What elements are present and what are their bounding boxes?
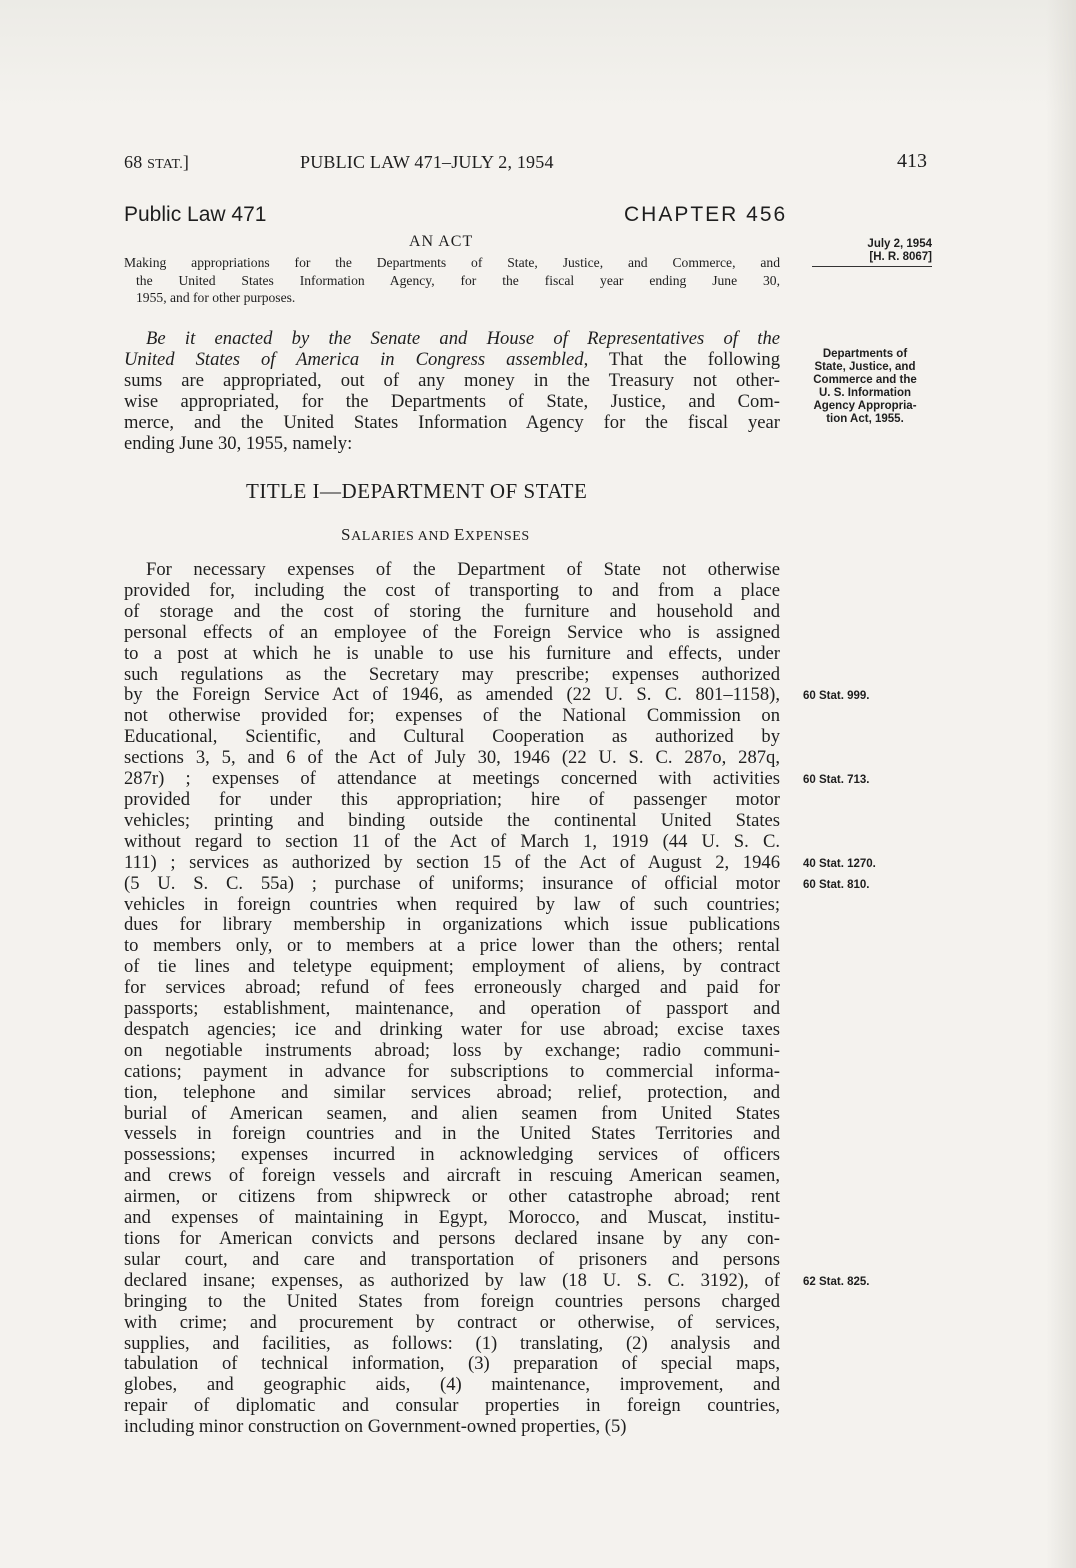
enact-line: ending June 30, 1955, namely: <box>124 432 353 454</box>
act-purpose <box>124 254 780 307</box>
body-line: repair of diplomatic and consular properties in foreign countries, <box>124 1395 780 1417</box>
body-line: and expenses of maintaining in Egypt, Morocco, and Muscat, institu- <box>124 1207 780 1229</box>
enact-line: sums are appropriated, out of any money in the Treasury not other- <box>124 369 780 391</box>
body-line: (5 U. S. C. 55a) ; purchase of uniforms; insurance of official motor <box>124 872 780 894</box>
stat-label: STAT. <box>147 157 183 172</box>
enact-line-italic: United States of America in Congress assembled <box>124 348 584 370</box>
act-side-note <box>803 348 927 426</box>
purpose-line: 1955, and for other purposes. <box>136 290 296 305</box>
body-line: such regulations as the Secretary may prescribe; expenses authorized <box>124 663 780 685</box>
scan-top-shade <box>0 0 1076 110</box>
enact-line: Be it enacted by the Senate and House of Representatives of the <box>146 328 780 349</box>
body-line: to members only, or to members at a price lower than the others; rental <box>124 935 780 957</box>
body-line: tion, telephone and similar services abroad; relief, protection, and <box>124 1081 780 1103</box>
date-note-rule <box>812 266 932 267</box>
section-subheading: SALARIES AND EXPENSES <box>341 525 530 544</box>
body-line: 111) ; services as authorized by section 15 of the Act of August 2, 1946 <box>124 851 780 873</box>
body-line: vehicles in foreign countries when required by law of such countries; <box>124 893 780 915</box>
body-line: for services abroad; refund of fees erroneously charged and paid for <box>124 977 780 999</box>
body-line: tions for American convicts and persons declared insane by any con- <box>124 1228 780 1249</box>
body-line: on negotiable instruments abroad; loss by exchange; radio communi- <box>124 1039 780 1061</box>
enact-line: wise appropriated, for the Departments of State, Justice, and Com- <box>124 390 780 412</box>
margin-citation: 60 Stat. 999. <box>803 690 870 703</box>
body-line: airmen, or citizens from shipwreck or other catastrophe abroad; rent <box>124 1186 780 1208</box>
margin-citation: 60 Stat. 713. <box>803 774 870 786</box>
body-line: For necessary expenses of the Department of State not otherwise <box>146 559 780 580</box>
body-line: sular court, and care and transportation of prisoners and persons <box>124 1248 780 1270</box>
body-line: including minor construction on Government-owned properties, (5) <box>124 1416 627 1438</box>
body-line: cations; payment in advance for subscriptions to commercial informa- <box>124 1060 780 1082</box>
running-head-left <box>124 152 189 173</box>
date-note <box>812 238 938 267</box>
volume-number: 68 <box>124 152 143 172</box>
body-line: passports; establishment, maintenance, and operation of passport and <box>124 998 780 1020</box>
body-line: without regard to section 11 of the Act of March 1, 1919 (44 U. S. C. <box>124 830 780 852</box>
body-line: dues for library membership in organizations which issue publications <box>124 914 780 936</box>
body-line: provided for, including the cost of transporting to and from a place <box>124 579 780 601</box>
body-line: 287r) ; expenses of attendance at meetings concerned with activities <box>124 768 780 790</box>
enacting-clause <box>124 329 780 454</box>
body-line: possessions; expenses incurred in acknowledging services of officers <box>124 1144 780 1166</box>
purpose-line: the United States Information Agency, for the fiscal year ending June 30, <box>136 272 780 288</box>
salaries-expenses-paragraph <box>124 560 780 1438</box>
body-line: to a post at which he is unable to use his furniture and effects, under <box>124 642 780 664</box>
side-note-line: tion Act, 1955. <box>826 413 904 425</box>
margin-citation: 62 Stat. 825. <box>803 1275 870 1288</box>
date-note-date: July 2, 1954 <box>867 238 932 250</box>
body-line: bringing to the United States from foreign countries persons charged <box>124 1290 780 1312</box>
side-note-line: Commerce and the <box>813 374 917 386</box>
body-line: vehicles; printing and binding outside the continental United States <box>124 809 780 831</box>
side-note-line: Departments of <box>822 348 908 360</box>
purpose-line: Making appropriations for the Departments of State, Justice, and Commerce, and <box>124 255 780 270</box>
enact-line: merce, and the United States Information Agency for the fiscal year <box>124 411 780 433</box>
body-line: sections 3, 5, and 6 of the Act of July 30, 1946 (22 U. S. C. 287o, 287q, <box>124 747 780 769</box>
scan-right-shade <box>1046 0 1076 1568</box>
running-head-center: PUBLIC LAW 471–JULY 2, 1954 <box>300 152 554 172</box>
chapter-label: CHAPTER 456 <box>624 203 788 226</box>
body-line: with crime; and procurement by contract or otherwise, of services, <box>124 1311 780 1333</box>
body-line: and crews of foreign vessels and aircraft in rescuing American seamen, <box>124 1165 780 1187</box>
body-line: of tie lines and teletype equipment; employment of aliens, by contract <box>124 956 780 978</box>
body-line: Educational, Scientific, and Cultural Cooperation as authorized by <box>124 726 780 748</box>
body-line: declared insane; expenses, as authorized by law (18 U. S. C. 3192), of <box>124 1269 780 1291</box>
body-line: not otherwise provided for; expenses of the National Commission on <box>124 705 780 727</box>
page-number: 413 <box>897 150 927 172</box>
side-note-line: State, Justice, and <box>814 361 916 373</box>
margin-citation: 60 Stat. 810. <box>803 878 870 891</box>
body-line: burial of American seamen, and alien seamen from United States <box>124 1102 780 1124</box>
body-line: by the Foreign Service Act of 1946, as amended (22 U. S. C. 801–1158), <box>124 684 780 706</box>
body-line: supplies, and facilities, as follows: (1) translating, (2) analysis and <box>124 1332 780 1354</box>
enact-line-mixed: United States of America in Congress assembled, That the following <box>124 348 781 370</box>
title-heading: TITLE I—DEPARTMENT OF STATE <box>246 479 588 503</box>
act-label: AN ACT <box>409 233 474 250</box>
body-line: provided for under this appropriation; hire of passenger motor <box>124 788 780 810</box>
body-line: personal effects of an employee of the Foreign Service who is assigned <box>124 621 780 643</box>
date-note-bill: [H. R. 8067] <box>869 251 932 263</box>
margin-citation: 40 Stat. 1270. <box>803 857 876 870</box>
body-line: of storage and the cost of storing the furniture and household and <box>124 600 780 622</box>
bracket: ] <box>182 152 190 172</box>
body-line: vessels in foreign countries and in the United States Territories and <box>124 1123 780 1145</box>
body-line: despatch agencies; ice and drinking water for use abroad; excise taxes <box>124 1018 780 1040</box>
body-line: tabulation of technical information, (3) preparation of special maps, <box>124 1353 780 1375</box>
side-note-line: U. S. Information <box>819 387 911 399</box>
side-note-line: Agency Appropria- <box>813 400 917 412</box>
body-line: globes, and geographic aids, (4) maintenance, improvement, and <box>124 1374 780 1396</box>
public-law-label: Public Law 471 <box>124 203 267 226</box>
